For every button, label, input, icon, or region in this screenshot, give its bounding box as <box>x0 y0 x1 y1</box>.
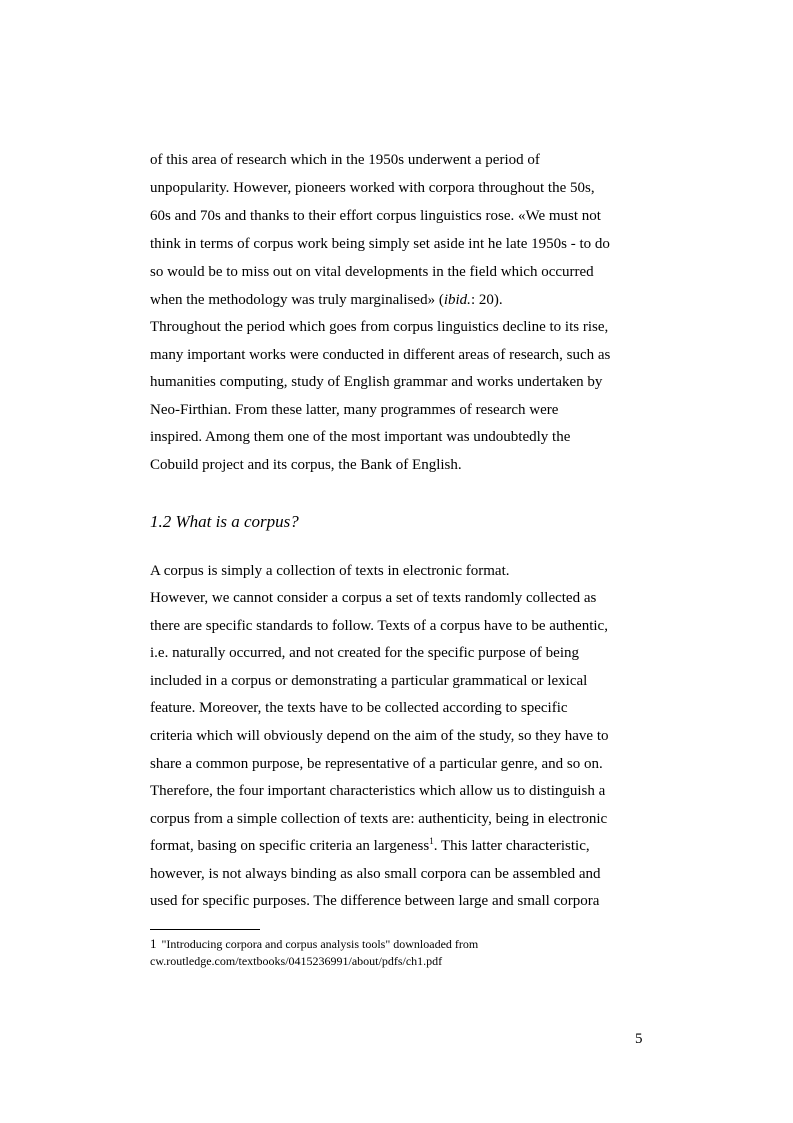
body-text-line: included in a corpus or demonstrating a particular grammatical or lexical <box>150 673 588 689</box>
body-text-line: used for specific purposes. The difference between large and small corpora <box>150 893 600 909</box>
body-text-line: feature. Moreover, the texts have to be collected according to specific <box>150 700 568 716</box>
footnote-reference[interactable]: 1 <box>429 836 434 846</box>
body-text-line: share a common purpose, be representative of a particular genre, and so on. <box>150 756 603 772</box>
body-text-line <box>150 837 590 855</box>
footnote-line <box>150 937 478 951</box>
footnote-separator <box>150 929 260 930</box>
text-segment: format, basing on specific criteria an largeness <box>150 838 430 854</box>
body-text-line: however, is not always binding as also small corpora can be assembled and <box>150 866 601 882</box>
body-text-line: criteria which will obviously depend on the aim of the study, so they have to <box>150 728 609 744</box>
body-text-line: humanities computing, study of English grammar and works undertaken by <box>150 374 603 390</box>
section-heading: 1.2 What is a corpus? <box>150 512 299 531</box>
body-text-line: think in terms of corpus work being simply set aside int he late 1950s - to do <box>150 236 610 252</box>
body-text-line: corpus from a simple collection of texts are: authenticity, being in electronic <box>150 811 608 827</box>
body-text-line: Therefore, the four important characteristics which allow us to distinguish a <box>150 783 606 799</box>
body-text-line: there are specific standards to follow. Texts of a corpus have to be authentic, <box>150 618 608 634</box>
body-text-line: 60s and 70s and thanks to their effort corpus linguistics rose. «We must not <box>150 208 601 224</box>
citation-ibid: ibid. <box>443 292 471 308</box>
body-text-line: Throughout the period which goes from corpus linguistics decline to its rise, <box>150 319 609 335</box>
citation-intro-text: when the methodology was truly marginalised» ( <box>150 292 444 308</box>
body-text-line: many important works were conducted in different areas of research, such as <box>150 347 611 363</box>
body-text-line: However, we cannot consider a corpus a set of texts randomly collected as <box>150 590 597 606</box>
body-text-line: so would be to miss out on vital developments in the field which occurred <box>150 264 594 280</box>
body-text-line: Neo-Firthian. From these latter, many programmes of research were <box>150 402 559 418</box>
body-text-line: i.e. naturally occurred, and not created for the specific purpose of being <box>150 645 579 661</box>
footnote-url[interactable]: cw.routledge.com/textbooks/0415236991/about/pdfs/ch1.pdf <box>150 954 443 968</box>
page-number: 5 <box>635 1031 643 1047</box>
citation-page-ref: : 20). <box>470 292 503 308</box>
footnote-text: "Introducing corpora and corpus analysis tools" downloaded from <box>161 937 479 951</box>
body-text-line: unpopularity. However, pioneers worked with corpora throughout the 50s, <box>150 180 595 196</box>
body-text-line <box>150 291 503 309</box>
footnote-number: 1 <box>150 936 157 951</box>
body-text-line: A corpus is simply a collection of texts in electronic format. <box>150 563 510 579</box>
body-text-line: Cobuild project and its corpus, the Bank of English. <box>150 457 462 473</box>
body-text-line: of this area of research which in the 1950s underwent a period of <box>150 152 540 168</box>
text-segment: . This latter characteristic, <box>433 838 590 854</box>
body-text-line: inspired. Among them one of the most important was undoubtedly the <box>150 429 571 445</box>
